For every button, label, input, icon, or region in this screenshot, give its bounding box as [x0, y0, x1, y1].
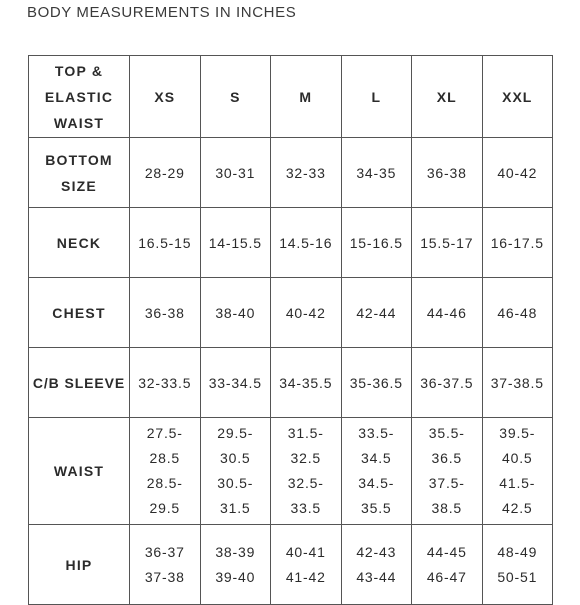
table-cell: 46-48	[482, 278, 553, 348]
table-cell: 14-15.5	[200, 208, 271, 278]
table-cell	[482, 525, 553, 605]
row-label-sleeve: C/B SLEEVE	[29, 348, 130, 418]
table-cell: 40-42	[271, 278, 342, 348]
cell-line: 30.5-	[217, 475, 254, 491]
cell-line: 32.5-	[287, 475, 324, 491]
table-cell: 16.5-15	[130, 208, 201, 278]
cell-line: 46-47	[426, 568, 467, 585]
cell-line: 36-37	[144, 543, 185, 560]
row-label-waist: WAIST	[29, 418, 130, 525]
cell-line: 48-49	[497, 543, 538, 560]
cell-line: 43-44	[356, 568, 397, 585]
cell-line: 31.5-	[287, 425, 324, 441]
corner-label-line: WAIST	[53, 114, 105, 131]
row-label-bottom-size	[29, 138, 130, 208]
cell-line: 29.5-	[217, 425, 254, 441]
table-cell	[341, 525, 412, 605]
table-cell	[130, 418, 201, 525]
table-row-bottom-size	[29, 138, 553, 208]
cell-line: 44-45	[426, 543, 467, 560]
cell-line: 42-43	[356, 543, 397, 560]
size-header-l: L	[341, 56, 412, 138]
row-label-chest: CHEST	[29, 278, 130, 348]
size-header-m: M	[271, 56, 342, 138]
cell-line: 40.5	[502, 450, 533, 466]
row-label-line: BOTTOM	[45, 151, 113, 168]
cell-line: 32.5	[290, 450, 321, 466]
corner-label-line: ELASTIC	[44, 88, 114, 105]
table-cell	[200, 525, 271, 605]
cell-line: 34.5-	[358, 475, 395, 491]
cell-line: 38.5	[431, 500, 462, 516]
cell-line: 41.5-	[499, 475, 536, 491]
table-cell	[130, 525, 201, 605]
row-label-hip: HIP	[29, 525, 130, 605]
header-row	[29, 56, 553, 138]
table-cell: 32-33.5	[130, 348, 201, 418]
cell-line: 36.5	[431, 450, 462, 466]
size-header-s: S	[200, 56, 271, 138]
cell-line: 27.5-	[146, 425, 183, 441]
cell-line: 40-41	[285, 543, 326, 560]
cell-line: 33.5	[290, 500, 321, 516]
table-row-hip	[29, 525, 553, 605]
table-row-chest	[29, 278, 553, 348]
table-cell: 36-37.5	[412, 348, 483, 418]
cell-line: 39-40	[215, 568, 256, 585]
table-cell: 36-38	[412, 138, 483, 208]
table-cell: 44-46	[412, 278, 483, 348]
table-cell	[341, 418, 412, 525]
cell-line: 37-38	[144, 568, 185, 585]
cell-line: 41-42	[285, 568, 326, 585]
cell-line: 33.5-	[358, 425, 395, 441]
size-chart-table	[28, 55, 553, 605]
table-cell: 34-35.5	[271, 348, 342, 418]
size-header-xxl: XXL	[482, 56, 553, 138]
cell-line: 30.5	[220, 450, 251, 466]
table-cell: 34-35	[341, 138, 412, 208]
table-cell	[482, 418, 553, 525]
row-label-line: SIZE	[61, 177, 97, 194]
size-header-xl: XL	[412, 56, 483, 138]
table-cell	[412, 418, 483, 525]
row-label-neck: NECK	[29, 208, 130, 278]
table-cell: 15.5-17	[412, 208, 483, 278]
table-cell: 42-44	[341, 278, 412, 348]
table-cell: 40-42	[482, 138, 553, 208]
table-cell: 15-16.5	[341, 208, 412, 278]
table-cell: 32-33	[271, 138, 342, 208]
cell-line: 37.5-	[428, 475, 465, 491]
cell-line: 38-39	[215, 543, 256, 560]
table-cell: 14.5-16	[271, 208, 342, 278]
table-row-sleeve	[29, 348, 553, 418]
size-header-xs: XS	[130, 56, 201, 138]
cell-line: 29.5	[149, 500, 180, 516]
table-row-waist	[29, 418, 553, 525]
table-row-neck	[29, 208, 553, 278]
cell-line: 42.5	[502, 500, 533, 516]
table-cell	[271, 418, 342, 525]
cell-line: 28.5	[149, 450, 180, 466]
table-cell: 38-40	[200, 278, 271, 348]
table-cell: 35-36.5	[341, 348, 412, 418]
table-cell: 37-38.5	[482, 348, 553, 418]
table-cell: 33-34.5	[200, 348, 271, 418]
table-cell	[200, 418, 271, 525]
table-cell	[271, 525, 342, 605]
table-cell: 30-31	[200, 138, 271, 208]
table-cell	[412, 525, 483, 605]
cell-line: 31.5	[220, 500, 251, 516]
cell-line: 34.5	[361, 450, 392, 466]
table-cell: 28-29	[130, 138, 201, 208]
cell-line: 35.5-	[428, 425, 465, 441]
table-cell: 16-17.5	[482, 208, 553, 278]
cell-line: 39.5-	[499, 425, 536, 441]
cell-line: 35.5	[361, 500, 392, 516]
cell-line: 28.5-	[146, 475, 183, 491]
page-title: BODY MEASUREMENTS IN INCHES	[27, 4, 297, 21]
corner-label-line: TOP &	[54, 62, 104, 79]
table-cell: 36-38	[130, 278, 201, 348]
cell-line: 50-51	[497, 568, 538, 585]
corner-header-cell	[29, 56, 130, 138]
